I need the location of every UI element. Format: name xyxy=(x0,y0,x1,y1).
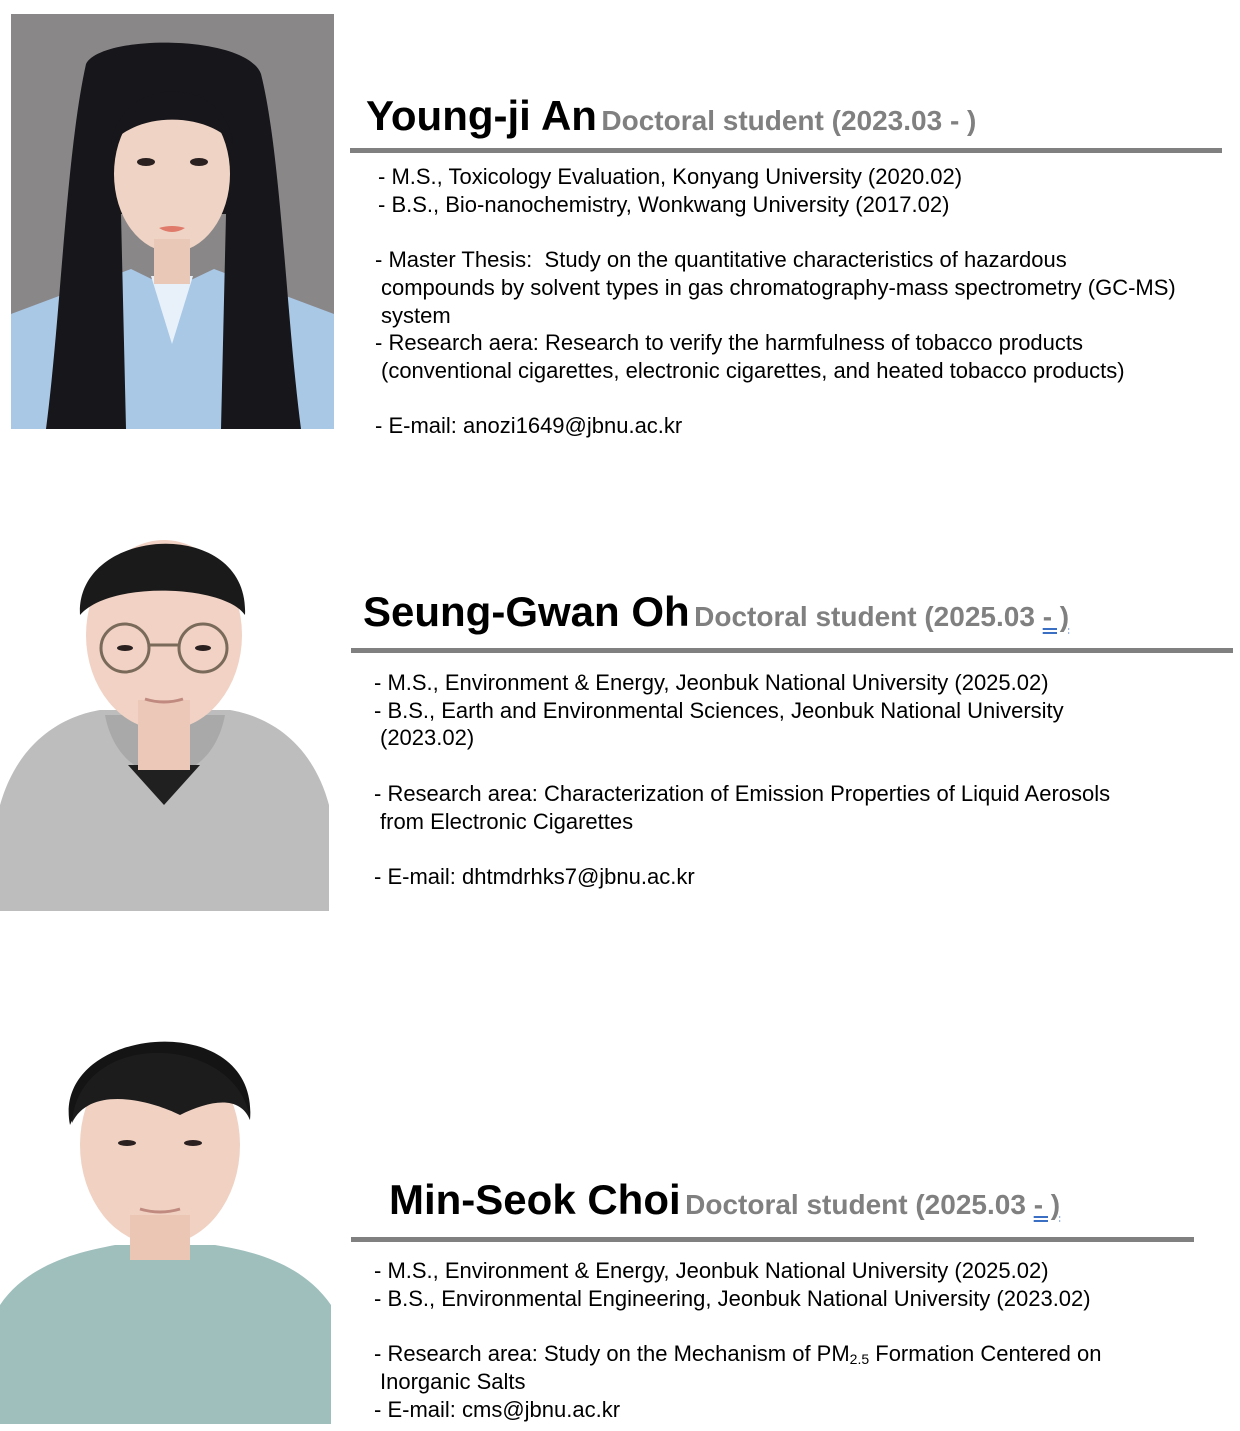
email-line: - E-mail: cms@jbnu.ac.kr xyxy=(374,1396,621,1422)
person-role: Doctoral student (2025.03 - ) xyxy=(685,1189,1061,1220)
person-details xyxy=(374,669,1214,891)
person-role: Doctoral student (2025.03 - ) xyxy=(694,601,1070,632)
role-link[interactable]: - ) xyxy=(1042,601,1070,632)
email-line: - E-mail: anozi1649@jbnu.ac.kr xyxy=(375,413,683,439)
person-name: Seung-Gwan Oh xyxy=(363,588,690,635)
research-line: - Research area: Characterization of Emission Properties of Liquid Aerosols xyxy=(374,780,1111,806)
education-item: - B.S., Earth and Environmental Sciences, Jeonbuk National University xyxy=(374,697,1064,723)
person-heading xyxy=(366,92,976,140)
portrait-photo xyxy=(0,505,329,911)
heading-divider xyxy=(350,148,1222,153)
person-details xyxy=(374,1257,1214,1423)
person-name: Min-Seok Choi xyxy=(389,1176,681,1223)
education-item: - M.S., Environment & Energy, Jeonbuk National University (2025.02) xyxy=(374,1258,1049,1283)
person-details xyxy=(375,163,1215,440)
thesis-line: - Master Thesis: Study on the quantitative characteristics of hazardous xyxy=(375,247,1067,273)
portrait-photo xyxy=(0,1005,331,1424)
research-line: - Research area: Study on the Mechanism of $PM_{2.5}$ Formation Centered on xyxy=(374,1341,1102,1368)
heading-divider xyxy=(351,1237,1194,1242)
education-item: - M.S., Environment & Energy, Jeonbuk National University (2025.02) xyxy=(374,670,1049,695)
portrait-photo xyxy=(11,14,334,429)
research-line: - Research aera: Research to verify the harmfulness of tobacco products xyxy=(375,330,1084,356)
thesis-continuation: compounds by solvent types in gas chromatography-mass spectrometry (GC-MS) system xyxy=(381,274,1176,328)
person-role: Doctoral student (2023.03 - ) xyxy=(601,105,977,136)
person-heading xyxy=(363,588,1069,636)
education-item: - M.S., Toxicology Evaluation, Konyang University (2020.02) xyxy=(378,164,963,189)
email-line: - E-mail: dhtmdrhks7@jbnu.ac.kr xyxy=(374,863,695,889)
education-continuation: (2023.02) xyxy=(380,725,475,751)
heading-divider xyxy=(351,648,1233,653)
research-continuation: from Electronic Cigarettes xyxy=(380,808,634,834)
role-link[interactable]: - ) xyxy=(1033,1189,1061,1220)
education-item: - B.S., Environmental Engineering, Jeonbuk National University (2023.02) xyxy=(374,1285,1091,1311)
education-item: - B.S., Bio-nanochemistry, Wonkwang University (2017.02) xyxy=(378,191,950,217)
research-continuation: (conventional cigarettes, electronic cigarettes, and heated tobacco products) xyxy=(381,357,1125,383)
research-continuation: Inorganic Salts xyxy=(380,1368,526,1394)
person-heading xyxy=(389,1176,1060,1224)
person-name: Young-ji An xyxy=(366,92,597,139)
